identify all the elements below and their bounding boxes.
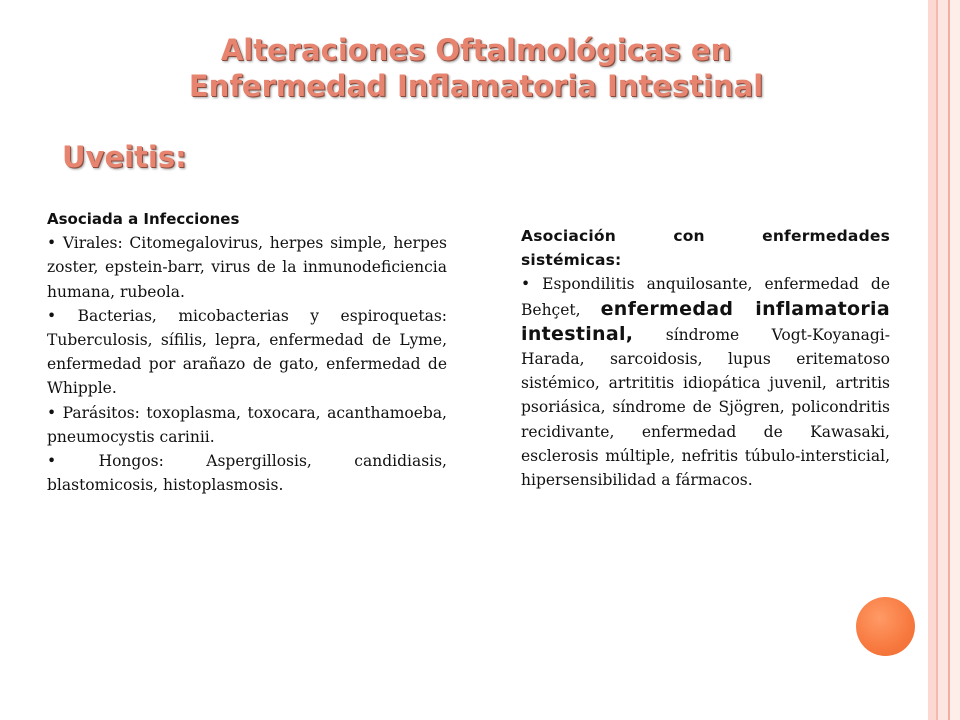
right-item-prefix: • Espondilitis anquilosante, enfermedad de Behçet, bbox=[521, 275, 890, 319]
right-heading: Asociación con enfermedades sistémicas: bbox=[521, 227, 890, 270]
left-column bbox=[47, 207, 447, 497]
right-item bbox=[521, 272, 890, 492]
left-item-parasitos: • Parásitos: toxoplasma, toxocara, acanthamoeba, pneumocystis carinii. bbox=[47, 403, 447, 446]
left-item-hongos: • Hongos: Aspergillosis, candidiasis, blastomicosis, histoplasmosis. bbox=[47, 452, 447, 495]
left-heading: Asociada a Infecciones bbox=[47, 210, 240, 228]
left-item-bacterias: • Bacterias, micobacterias y espiroquetas: Tuberculosis, sífilis, lepra, enfermedad de Lyme, enfermedad por arañazo de gato, enfermedad de Whipple. bbox=[47, 306, 447, 398]
left-item-virales: • Virales: Citomegalovirus, herpes simple, herpes zoster, epstein-barr, virus de la inmunodeficiencia humana, rubeola. bbox=[47, 234, 447, 301]
title-line-2: Enfermedad Inflamatoria Intestinal bbox=[188, 69, 764, 103]
right-column bbox=[521, 224, 890, 492]
section-subtitle: Uveitis: bbox=[62, 140, 187, 174]
right-item-emphasis: enfermedad inflamatoria intestinal, bbox=[521, 297, 890, 345]
decorative-stripes bbox=[922, 0, 960, 720]
title-line-1: Alteraciones Oftalmológicas en bbox=[220, 33, 732, 67]
right-item-suffix: síndrome Vogt-Koyanagi-Harada, sarcoidosis, lupus eritematoso sistémico, artrititis idiopática juvenil, artritis psoriásica, síndrome de Sjögren, policondritis recidivante, enfermedad de Kawasaki, esclerosis múltiple, nefritis túbulo-intersticial, hipersensibilidad a fármacos. bbox=[521, 325, 890, 490]
orange-circle-decoration bbox=[856, 597, 915, 656]
slide-title bbox=[100, 32, 852, 104]
